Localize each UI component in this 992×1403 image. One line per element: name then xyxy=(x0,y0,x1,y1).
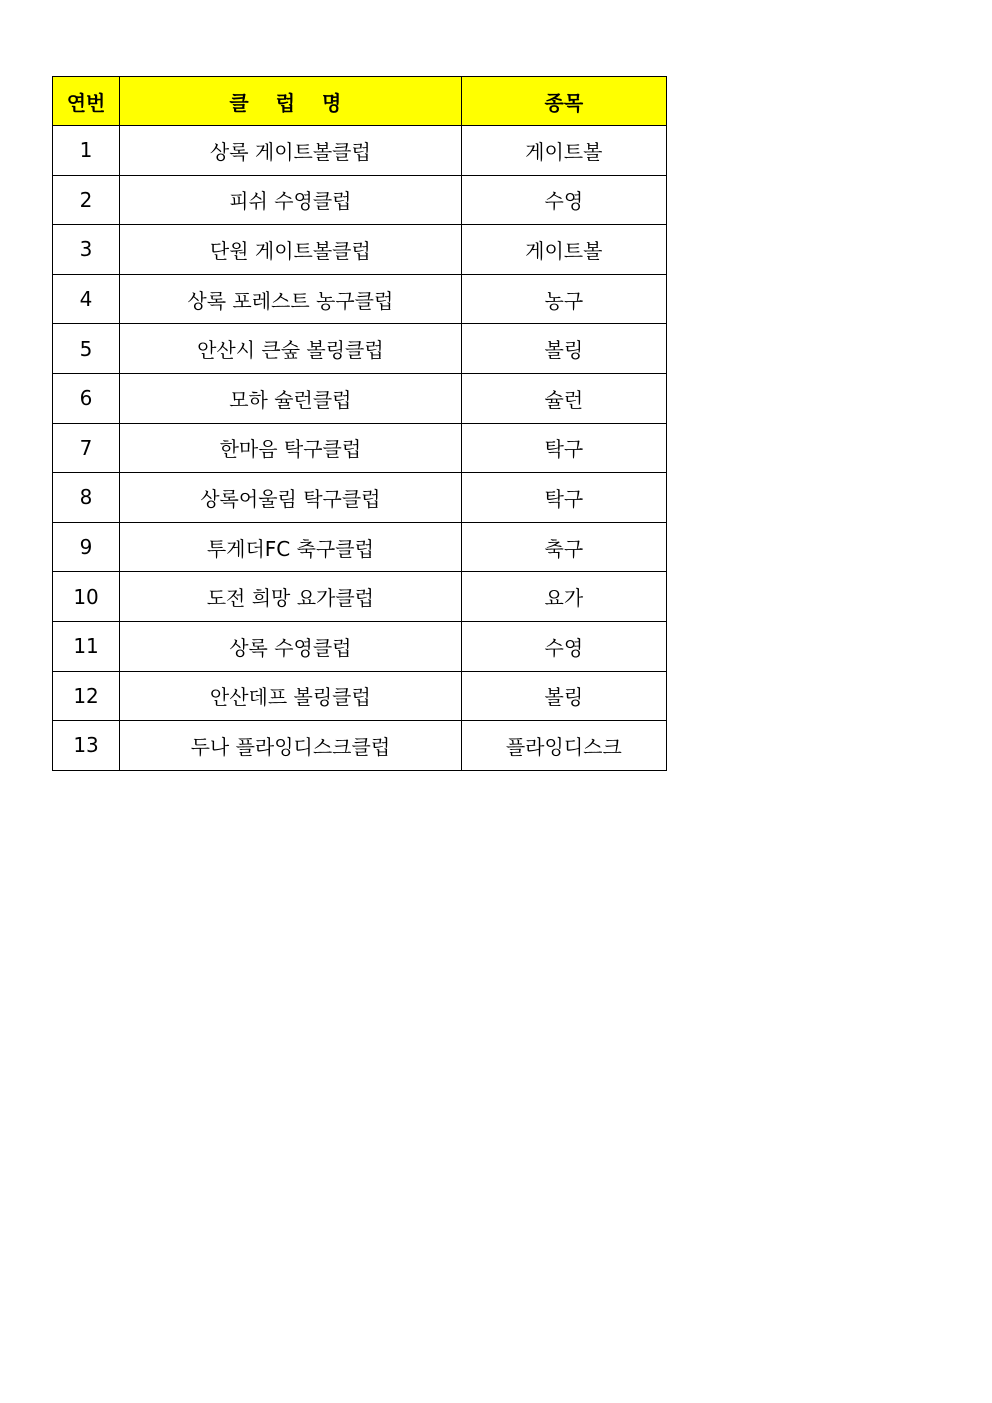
cell-club-name: 투게더FC 축구클럽 xyxy=(120,522,462,572)
cell-sport: 볼링 xyxy=(461,671,666,721)
table-row xyxy=(53,274,667,324)
cell-number: 13 xyxy=(53,721,120,771)
cell-club-name: 안산시 큰숲 볼링클럽 xyxy=(120,324,462,374)
table-row xyxy=(53,473,667,523)
cell-number: 1 xyxy=(53,126,120,176)
cell-sport: 볼링 xyxy=(461,324,666,374)
cell-number: 2 xyxy=(53,175,120,225)
cell-number: 3 xyxy=(53,225,120,275)
cell-number: 4 xyxy=(53,274,120,324)
cell-sport: 슐런 xyxy=(461,373,666,423)
cell-sport: 요가 xyxy=(461,572,666,622)
cell-number: 6 xyxy=(53,373,120,423)
cell-number: 9 xyxy=(53,522,120,572)
cell-number: 12 xyxy=(53,671,120,721)
cell-club-name: 상록어울림 탁구클럽 xyxy=(120,473,462,523)
header-club-name: 클 럽 명 xyxy=(120,77,462,126)
cell-club-name: 피쉬 수영클럽 xyxy=(120,175,462,225)
cell-sport: 농구 xyxy=(461,274,666,324)
cell-sport: 축구 xyxy=(461,522,666,572)
cell-club-name: 상록 포레스트 농구클럽 xyxy=(120,274,462,324)
table-header-row xyxy=(53,77,667,126)
cell-sport: 게이트볼 xyxy=(461,225,666,275)
club-list-table xyxy=(52,76,667,771)
cell-sport: 게이트볼 xyxy=(461,126,666,176)
cell-sport: 탁구 xyxy=(461,473,666,523)
cell-club-name: 두나 플라잉디스크클럽 xyxy=(120,721,462,771)
table-body xyxy=(53,126,667,771)
table-row xyxy=(53,423,667,473)
header-number: 연번 xyxy=(53,77,120,126)
cell-club-name: 도전 희망 요가클럽 xyxy=(120,572,462,622)
cell-sport: 플라잉디스크 xyxy=(461,721,666,771)
cell-club-name: 한마음 탁구클럽 xyxy=(120,423,462,473)
table-row xyxy=(53,126,667,176)
cell-club-name: 단원 게이트볼클럽 xyxy=(120,225,462,275)
table-row xyxy=(53,721,667,771)
header-sport: 종목 xyxy=(461,77,666,126)
table-row xyxy=(53,522,667,572)
table-row xyxy=(53,373,667,423)
table-row xyxy=(53,572,667,622)
table-row xyxy=(53,621,667,671)
table-row xyxy=(53,671,667,721)
cell-number: 10 xyxy=(53,572,120,622)
cell-club-name: 상록 수영클럽 xyxy=(120,621,462,671)
table-row xyxy=(53,175,667,225)
cell-club-name: 안산데프 볼링클럽 xyxy=(120,671,462,721)
cell-number: 5 xyxy=(53,324,120,374)
cell-number: 7 xyxy=(53,423,120,473)
cell-sport: 수영 xyxy=(461,621,666,671)
cell-sport: 수영 xyxy=(461,175,666,225)
cell-number: 11 xyxy=(53,621,120,671)
cell-club-name: 모하 슐런클럽 xyxy=(120,373,462,423)
table-row xyxy=(53,225,667,275)
cell-sport: 탁구 xyxy=(461,423,666,473)
cell-number: 8 xyxy=(53,473,120,523)
table-row xyxy=(53,324,667,374)
cell-club-name: 상록 게이트볼클럽 xyxy=(120,126,462,176)
